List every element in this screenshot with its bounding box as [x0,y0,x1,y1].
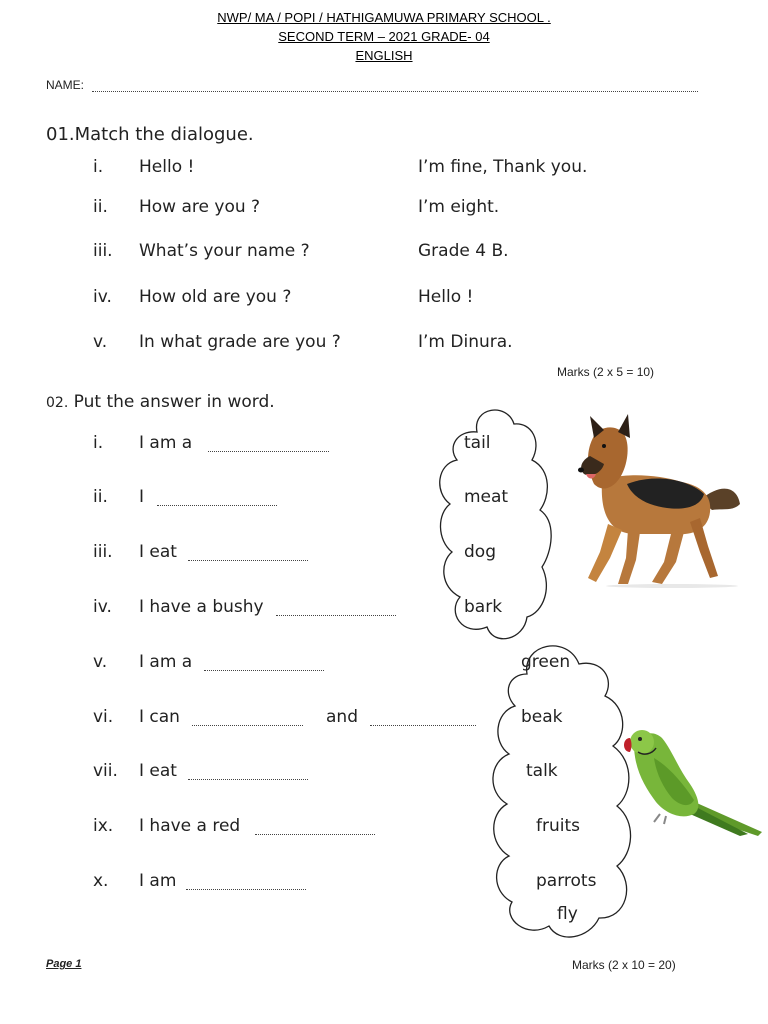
word-option: meat [464,487,509,507]
answer-blank[interactable] [188,560,308,561]
answer-blank[interactable] [255,834,375,835]
match-question: In what grade are you ? [139,332,341,352]
term-title: SECOND TERM – 2021 GRADE- 04 [278,29,490,44]
section1-title: 01.Match the dialogue. [46,124,254,145]
match-num: v. [93,332,108,352]
fill-text: I am a [139,433,193,453]
match-num: i. [93,157,104,177]
word-option: tail [464,433,491,453]
name-line[interactable] [92,91,698,92]
match-num: iv. [93,287,112,307]
answer-blank[interactable] [370,725,476,726]
name-label: NAME: [46,78,85,92]
fill-num: v. [93,652,108,672]
match-question: How old are you ? [139,287,292,307]
match-answer: I’m Dinura. [418,332,513,352]
match-num: iii. [93,241,113,261]
word-option: parrots [536,871,597,891]
fill-text: I can [139,707,180,727]
fill-num: x. [93,871,109,891]
fill-text: I have a red [139,816,241,836]
fill-text: I have a bushy [139,597,264,617]
cloud-shape [493,646,631,937]
answer-blank[interactable] [188,779,308,780]
school-title: NWP/ MA / POPI / HATHIGAMUWA PRIMARY SCHOOL . [217,10,551,25]
match-answer: Grade 4 B. [418,241,509,261]
fill-text: I [139,487,145,507]
dog-image [572,412,744,588]
fill-num: ix. [93,816,114,836]
match-num: ii. [93,197,108,217]
answer-blank[interactable] [208,451,329,452]
word-cloud-2 [487,634,639,946]
answer-blank[interactable] [192,725,303,726]
word-option: green [521,652,571,672]
match-question: Hello ! [139,157,195,177]
match-question: What’s your name ? [139,241,310,261]
fill-text: I am [139,871,177,891]
word-option: fruits [536,816,580,836]
answer-blank[interactable] [204,670,324,671]
word-option: bark [464,597,503,617]
fill-connector: and [326,707,358,727]
section2-title [46,392,275,412]
word-option: talk [526,761,558,781]
fill-text: I eat [139,761,177,781]
section2-number: 02. [46,395,69,411]
fill-num: iv. [93,597,112,617]
match-answer: Hello ! [418,287,474,307]
answer-blank[interactable] [276,615,396,616]
match-answer: I’m eight. [418,197,500,217]
section2-marks: Marks (2 x 10 = 20) [572,958,676,972]
fill-text: I am a [139,652,193,672]
fill-num: ii. [93,487,108,507]
answer-blank[interactable] [186,889,306,890]
fill-num: iii. [93,542,113,562]
parrot-image [620,722,764,838]
subject-title: ENGLISH [355,48,413,63]
word-option: fly [557,904,578,924]
section1-marks: Marks (2 x 5 = 10) [557,365,655,379]
fill-num: vi. [93,707,114,727]
fill-num: i. [93,433,104,453]
match-question: How are you ? [139,197,261,217]
match-answer: I’m fine, Thank you. [418,157,588,177]
section2-text: Put the answer in word. [68,392,275,412]
fill-text: I eat [139,542,177,562]
answer-blank[interactable] [157,505,277,506]
fill-num: vii. [93,761,118,781]
page-number: Page 1 [46,958,82,970]
word-option: dog [464,542,496,562]
word-option: beak [521,707,563,727]
